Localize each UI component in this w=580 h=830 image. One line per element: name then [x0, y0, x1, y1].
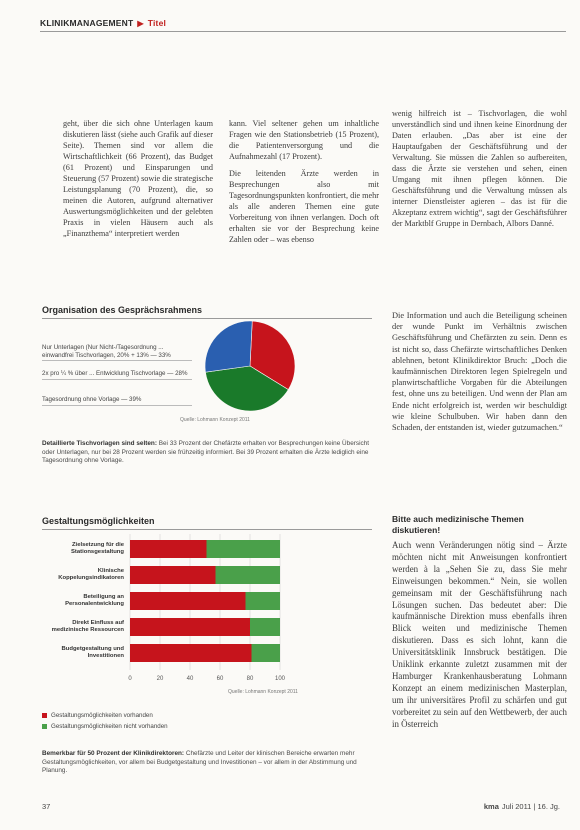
bar-segment: [246, 592, 281, 610]
legend-item: [42, 723, 168, 730]
bar-segment: [130, 566, 216, 584]
legend-swatch-red: [42, 713, 47, 718]
article-column-3c: [392, 514, 567, 731]
x-tick-label: 20: [156, 676, 164, 682]
page-number: 37: [42, 802, 51, 811]
x-tick-label: 80: [246, 676, 254, 682]
pie-slice: [205, 321, 252, 372]
article-column-2: [229, 118, 379, 252]
article-column-3: [392, 108, 567, 236]
legend-item: [42, 712, 153, 719]
bar-segment: [216, 566, 281, 584]
topic-name: Titel: [147, 18, 167, 28]
arrow-right-icon: ▶: [137, 18, 144, 28]
article-column-3b: [392, 310, 567, 439]
caption-lead: Bemerkbar für 50 Prozent der Klinikdirektoren:: [42, 750, 185, 757]
legend-label: Gestaltungsmöglichkeiten nicht vorhanden: [51, 723, 168, 730]
legend-swatch-green: [42, 724, 47, 729]
x-tick-label: 100: [274, 676, 286, 682]
footer-date: Juli 2011 | 16. Jg.: [501, 802, 560, 811]
paragraph: wenig hilfreich ist – Tischvorlagen, die wohl unverständlich sind und ihnen keine Einordnung der Daten erlauben. „Das aber ist eine der Hauptaufgaben der Geschäftsführung und der Verwaltung. Sie müssen die Zahlen so aufbereiten, dass die Ärzte sie verstehen und sehen, einen Umgang mit ihnen pflegen können. Die Geschäftsführung und die Verwaltung müssen als interner Dienstleister agieren – das ist für die Akzeptanz extrem wichtig“, sagt der Geschäftsführer der Marktblf Gruppe in Dernbach, Albors Danné.: [392, 109, 567, 229]
article-column-1: [63, 118, 213, 246]
caption-lead: Detaillierte Tischvorlagen sind selten:: [42, 440, 157, 447]
footer-brand: kma: [483, 802, 499, 811]
pie-source: Quelle: Lohmann Konzept 2011: [180, 417, 250, 423]
caption-text: Chefärzte und Leiter der klinischen Bereiche erwarten mehr Gestaltungsmöglichkeiten, vor allem bei Budgetgestaltung und Investitionen – vor allem in der Abstimmung und Planung.: [42, 750, 357, 775]
bar-chart-title: Gestaltungsmöglichkeiten: [42, 516, 155, 526]
bar-segment: [130, 618, 250, 636]
paragraph: Die leitenden Ärzte werden in Besprechungen also mit Tagesordnungspunkten konfrontiert, die mehr als alle anderen Themen eine gute Vorbereitung von ihnen verlangen. Doch oft erhalten sie vor der Besprechung keine Zahlen oder – was ebenso: [229, 169, 379, 245]
section-name: KLINIKMANAGEMENT: [40, 18, 134, 28]
bar-segment: [130, 644, 252, 662]
bar-segment: [252, 644, 281, 662]
x-tick-label: 60: [216, 676, 224, 682]
legend-label: Gestaltungsmöglichkeiten vorhanden: [51, 712, 153, 719]
pie-label: Tagesordnung ohne Vorlage — 39%: [42, 396, 192, 406]
bar-title-rule: [42, 529, 372, 530]
bar-chart: [124, 534, 384, 684]
bar-segment: [130, 592, 246, 610]
pie-chart-title: Organisation des Gesprächsrahmens: [42, 305, 203, 315]
paragraph: Die Information und auch die Beteiligung scheinen der wunde Punkt im Verhältnis zwischen Geschäftsführung und Chefärzten zu sein. Denn es ist nicht so, dass Chefärzte wirtschaftliches Denken ablehnen, betont Klinikdirektor Bruch: „Doch die kaufmännischen Direktoren legen Spielregeln und planwirtschaftliche Vorgaben für die Abteilungen fest, ohne uns zu beteiligen. Und wenn der Plan am Ende nicht erfolgreich ist, werden wir beschuldigt wie kleine Schulbuben. Wir haben dann den Schaden, der entstanden ist, wieder gutzumachen.“: [392, 311, 567, 433]
caption-text: Bei 33 Prozent der Chefärzte erhalten vor Besprechungen keine Übersicht oder Unterlagen, nur bei 28 Prozent werden sie frühzeitig informiert. Bei 39 Prozent erhalten die Ärzte lediglich eine Tagesordnung ohne Vorlage.: [42, 440, 370, 465]
footer-issue: [484, 802, 560, 811]
bar-segment: [250, 618, 280, 636]
bar-category-label: Beteiligung an Personalentwicklung: [65, 594, 124, 607]
bar-category-label: Zielsetzung für die Stationsgestaltung: [70, 542, 124, 555]
bar-category-label: Direkt Einfluss auf medizinische Ressourcen: [51, 620, 124, 633]
x-tick-label: 40: [186, 676, 194, 682]
subheading: Bitte auch medizinische Themen diskutieren!: [392, 514, 524, 535]
pie-chart: [202, 318, 298, 414]
header-rule: [40, 31, 566, 32]
bar-segment: [207, 540, 281, 558]
pie-label: Nur Unterlagen (Nur Nicht-/Tagesordnung ... einwandfrei Tischvorlagen, 20% + 13% — 33%: [42, 344, 192, 361]
pie-label: 2x pro ¼ % über ... Entwicklung Tischvorlage — 28%: [42, 370, 192, 380]
bar-source: Quelle: Lohmann Konzept 2011: [228, 689, 298, 695]
bar-category-label: Budgetgestaltung und Investitionen: [61, 646, 124, 659]
paragraph: Auch wenn Veränderungen nötig sind – Ärzte möchten nicht mit Anweisungen konfrontiert werden à la „Sehen Sie zu, dass Sie mehr Einweisungen bekommen.“ Nein, sie wollen gemeinsam mit der Geschäftsführung nach Lösungen suchen. Das bedeutet aber: Die kaufmännische Direktion muss ebenfalls ihren Blick weiten und medizinische Themen diskutieren. Dass es sich lohnt, kann die Universitätsklinik Innsbruck bestätigen. Die Uniklink erkannte zuletzt zusammen mit der Hamburger Krankenhausberatung Lohmann Konzept an einem medizinischen Masterplan, um ihr universitäres Profil zu schärfen und gut vorbereitet zu sein auf den Wettbewerb, der auch in Österreich: [392, 540, 567, 729]
bar-segment: [130, 540, 207, 558]
bar-caption: [42, 750, 372, 776]
x-tick-label: 0: [128, 676, 132, 682]
running-header: [40, 16, 166, 30]
pie-caption: [42, 440, 372, 466]
paragraph: geht, über die sich ohne Unterlagen kaum diskutieren lässt (siehe auch Grafik auf dieser Seite). Themen sind vor allem die Wirtschaftlichkeit (66 Prozent), das Budget (61 Prozent) und Einsparungen und Steuerung (57 Prozent) sowie die strategische Leistungsplanung (70 Prozent), die, so meinen die Autoren, aufgrund alternativer Auswertungsmöglichkeiten und der gelebten Praxis in vielen Häusern auch als „Finanzthema“ interpretiert werden: [63, 119, 213, 239]
bar-category-label: Klinische Koppelungsindikatoren: [58, 568, 124, 581]
paragraph: kann. Viel seltener gehen um inhaltliche Fragen wie den Stationsbetrieb (15 Prozent), die Patientenversorgung und die Aufnahmezahl (17 Prozent).: [229, 119, 379, 162]
